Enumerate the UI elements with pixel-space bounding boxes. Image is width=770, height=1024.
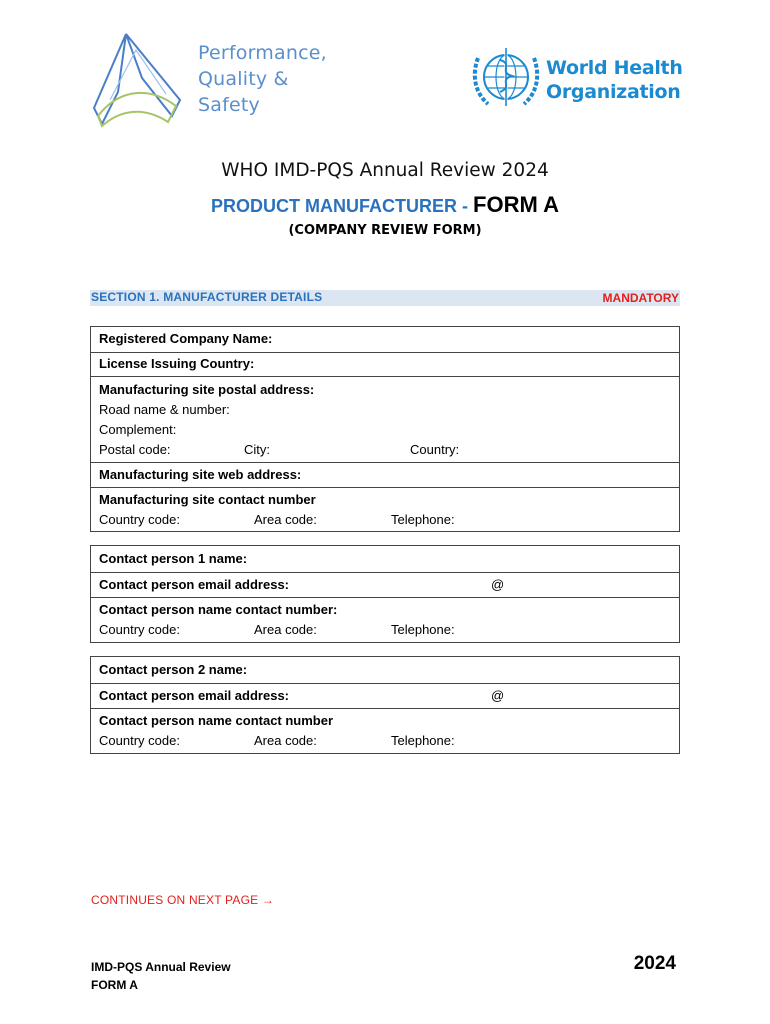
postal-code-row — [99, 440, 671, 460]
company-name-field[interactable] — [91, 327, 679, 352]
contact1-country-code-label: Country code: — [99, 622, 180, 637]
contact2-number-label: Contact person name contact number — [99, 713, 334, 728]
contact1-name-field[interactable] — [91, 546, 679, 572]
contact2-number-field[interactable] — [91, 708, 679, 753]
contact1-at-sign: @ — [491, 577, 505, 592]
city-label: City: — [244, 442, 270, 457]
mandatory-label: MANDATORY — [602, 291, 679, 305]
contact2-at-sign: @ — [491, 688, 505, 703]
contact2-telephone-label: Telephone: — [391, 733, 455, 748]
contact2-area-code-label: Area code: — [254, 733, 317, 748]
form-subtitle: (COMPANY REVIEW FORM) — [288, 223, 482, 238]
form-title — [0, 192, 770, 218]
pqs-logo-line-1: Performance, — [198, 42, 327, 64]
who-emblem-icon — [470, 44, 542, 110]
postal-address-label: Manufacturing site postal address: — [99, 382, 315, 397]
site-phone-row — [99, 510, 671, 530]
contact1-number-field[interactable] — [91, 597, 679, 642]
pqs-logo-line-3: Safety — [198, 94, 260, 116]
contact1-number-label: Contact person name contact number: — [99, 602, 338, 617]
footer-review-line-1: IMD-PQS Annual Review — [91, 960, 231, 974]
form-title-prefix: PRODUCT MANUFACTURER - — [211, 196, 474, 216]
telephone-label: Telephone: — [391, 512, 455, 527]
country-code-label: Country code: — [99, 512, 180, 527]
contact2-country-code-label: Country code: — [99, 733, 180, 748]
contact2-name-label: Contact person 2 name: — [99, 662, 248, 677]
company-name-label: Registered Company Name: — [99, 331, 273, 346]
who-logo-line-1: World Health — [546, 57, 683, 79]
section-title: SECTION 1. MANUFACTURER DETAILS — [91, 290, 323, 304]
complement-label: Complement: — [99, 422, 177, 437]
site-contact-number-field[interactable] — [91, 487, 679, 531]
contact1-area-code-label: Area code: — [254, 622, 317, 637]
web-address-label: Manufacturing site web address: — [99, 467, 302, 482]
contact1-email-label: Contact person email address: — [99, 577, 289, 592]
contact1-name-label: Contact person 1 name: — [99, 551, 248, 566]
contact-person-2-box — [90, 656, 680, 754]
license-country-label: License Issuing Country: — [99, 356, 255, 371]
contact2-email-field[interactable] — [91, 683, 679, 708]
contact1-email-field[interactable] — [91, 572, 679, 597]
footer-review-line-2: FORM A — [91, 978, 138, 992]
form-title-name: FORM A — [473, 192, 559, 217]
site-contact-number-label: Manufacturing site contact number — [99, 492, 316, 507]
contact1-telephone-label: Telephone: — [391, 622, 455, 637]
contact2-email-label: Contact person email address: — [99, 688, 289, 703]
area-code-label: Area code: — [254, 512, 317, 527]
web-address-field[interactable] — [91, 462, 679, 487]
contact2-name-field[interactable] — [91, 657, 679, 683]
document-title: WHO IMD-PQS Annual Review 2024 — [221, 160, 549, 181]
who-logo-line-2: Organization — [546, 81, 681, 103]
postal-address-field[interactable] — [91, 376, 679, 462]
pqs-logo-line-2: Quality & — [198, 68, 289, 90]
footer-year: 2024 — [633, 953, 676, 974]
contact-person-1-box — [90, 545, 680, 643]
pqs-logo — [88, 30, 188, 130]
road-label: Road name & number: — [99, 402, 230, 417]
contact2-phone-row — [99, 731, 671, 751]
contact1-phone-row — [99, 620, 671, 640]
country-label: Country: — [410, 442, 460, 457]
license-country-field[interactable] — [91, 352, 679, 376]
continues-next-page: CONTINUES ON NEXT PAGE → — [91, 893, 275, 907]
postal-code-label: Postal code: — [99, 442, 171, 457]
manufacturer-details-box — [90, 326, 680, 532]
footer-form-label — [91, 958, 231, 994]
